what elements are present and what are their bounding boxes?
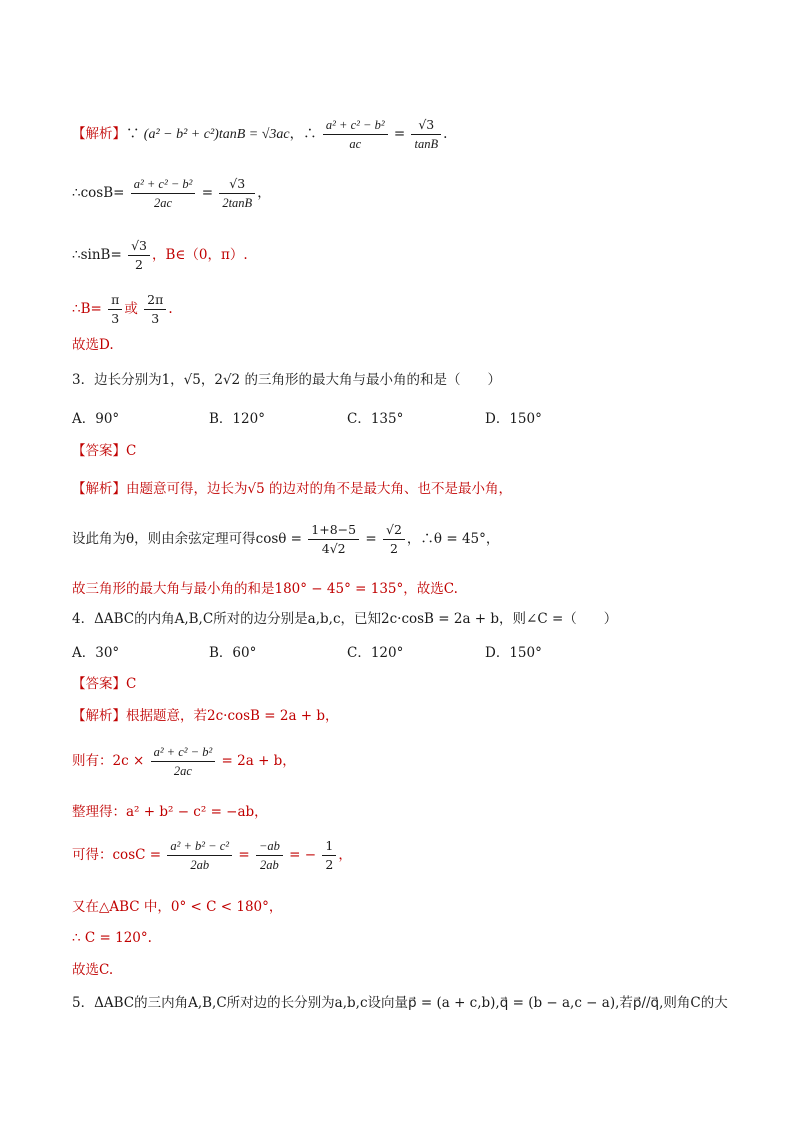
q3-option-d: D．150°: [485, 411, 542, 427]
fraction: $\frac{\text{a² + c² − b²}}{2ac}$: [131, 176, 196, 211]
solution-line-4: ∴B= $\frac{\pi}{3}$ 或 $\frac{2\pi}{3}$ .: [72, 292, 173, 326]
equation: (a² − b² + c²)tanB = √3ac: [143, 127, 290, 142]
q4-explanation-4: 可得：cosC = $\frac{\text{a² + b² − c²}}{2ab}$ = $\frac{-ab}{2ab}$ = − $\frac{1}{2}$ ，: [72, 838, 352, 872]
q4-answer: 【答案】C: [72, 676, 137, 692]
fraction: $\frac{-ab}{2ab}$: [256, 838, 283, 873]
q4-explanation-5: 又在△ABC 中，0° < C < 180°，: [72, 899, 283, 915]
q3-explanation-2: 设此角为θ，则由余弦定理可得cosθ = $\frac{1+8-5}{4√2}$ = $\frac{√2}{2}$ ，∴θ = 45°，: [72, 522, 500, 556]
fraction: $\frac{√3}{\tan B}$: [411, 117, 441, 152]
q3-explanation-1: 【解析】由题意可得，边长为√5 的边对的角不是最大角、也不是最小角，: [72, 481, 512, 497]
q4-explanation-1: 【解析】根据题意，若2c·cosB = 2a + b，: [72, 708, 339, 724]
solution-line-3: ∴sinB= $\frac{√3}{2}$ ，B∈（0，π）.: [72, 238, 248, 272]
fraction: $\frac{√2}{2}$: [383, 522, 405, 557]
q4-explanation-6: ∴ C = 120°.: [72, 930, 152, 946]
fraction: $\frac{1}{2}$: [322, 838, 336, 873]
solution-conclusion: 故选D.: [72, 337, 114, 353]
q3-option-c: C．135°: [347, 411, 404, 427]
fraction: $\frac{2\pi}{3}$: [144, 292, 166, 327]
fraction: $\frac{1+8-5}{4√2}$: [308, 522, 359, 557]
q4-option-c: C．120°: [347, 645, 404, 661]
q4-explanation-7: 故选C.: [72, 962, 114, 978]
q3-answer: 【答案】C: [72, 443, 137, 459]
q4-explanation-2: 则有：2c × $\frac{\text{a² + c² − b²}}{2ac}$ = 2a + b，: [72, 745, 296, 778]
q4-explanation-3: 整理得：a² + b² − c² = −ab，: [72, 804, 268, 820]
solution-line-2: ∴cosB= $\frac{\text{a² + c² − b²}}{2ac}$ = $\frac{√3}{2\tan B}$ ，: [72, 176, 271, 210]
question-3-stem: 3．边长分别为1，√5，2√2 的三角形的最大角与最小角的和是（ ）: [72, 372, 501, 388]
q3-explanation-3: 故三角形的最大角与最小角的和是180° − 45° = 135°，故选C.: [72, 581, 458, 597]
question-5-stem: 5．ΔABC的三内角A,B,C所对边的长分别为a,b,c设向量p⃗ = (a + c,b),q⃗ = (b − a,c − a),若p⃗//q⃗,则角C的大: [72, 995, 728, 1011]
solution-line-1: 【解析】∵ (a² − b² + c²)tanB = √3ac，∴ $\frac{\text{a² + c² − b²}}{ac}$ = $\frac{√3}{\tan B}$ .: [72, 117, 448, 151]
q3-option-b: B．120°: [209, 411, 265, 427]
fraction: $\frac{\pi}{3}$: [108, 292, 122, 327]
fraction: $\frac{√3}{2\tan B}$: [219, 176, 255, 211]
fraction: $\frac{\text{a² + b² − c²}}{2ab}$: [167, 838, 232, 873]
q4-option-a: A．30°: [72, 645, 120, 661]
q3-option-a: A．90°: [72, 411, 120, 427]
q4-option-d: D．150°: [485, 645, 542, 661]
analysis-tag: 【解析】: [72, 126, 126, 142]
q4-option-b: B．60°: [209, 645, 257, 661]
fraction: $\frac{\text{a² + c² − b²}}{ac}$: [323, 117, 388, 152]
fraction: $\frac{√3}{2}$: [128, 238, 150, 273]
fraction: $\frac{\text{a² + c² − b²}}{2ac}$: [151, 744, 216, 779]
question-4-stem: 4．ΔABC的内角A,B,C所对的边分别是a,b,c，已知2c·cosB = 2a + b，则∠C =（ ）: [72, 611, 618, 627]
